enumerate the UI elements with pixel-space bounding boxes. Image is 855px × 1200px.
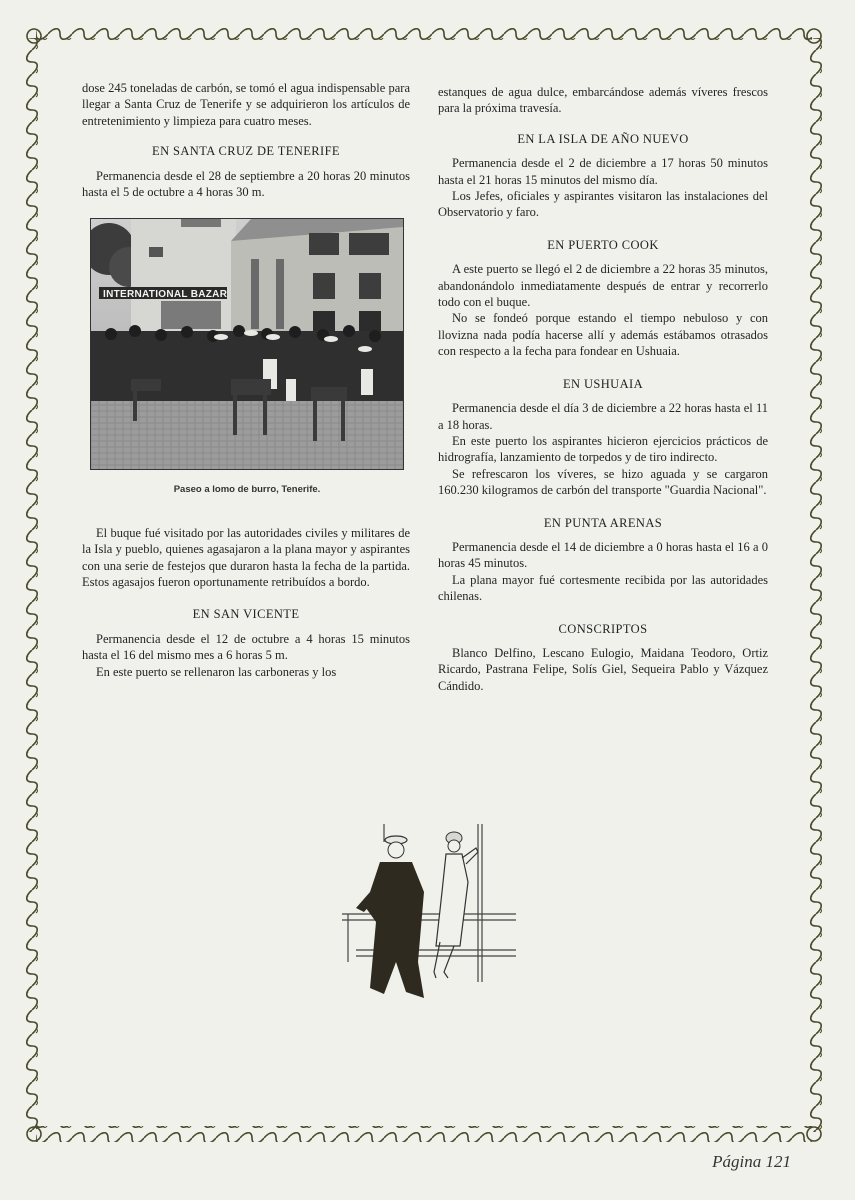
tenerife-paragraph: Permanencia desde el 28 de septiembre a 20 horas 20 minutos hasta el 5 de octubre a 4 horas 30 m. (82, 168, 410, 200)
left-intro-paragraph: dose 245 toneladas de carbón, se tomó el agua indispensable para llegar a Santa Cruz de Tenerife y se adquirieron los artículos de entretenimiento y limpieza para cuatro meses. (82, 81, 410, 128)
ano-nuevo-paragraph-2: Los Jefes, oficiales y aspirantes visitaron las instalaciones del Observatorio y faro. (438, 189, 768, 220)
bazar-sign: INTERNATIONAL BAZAR (103, 289, 228, 301)
sailor-and-lady-illustration (336, 822, 520, 1002)
street-scene-image (91, 219, 403, 469)
san-vicente-paragraph-1: Permanencia desde el 12 de octubre a 4 horas 15 minutos hasta el 16 del mismo mes a 6 horas 5 m. (82, 631, 410, 663)
heading-puerto-cook: EN PUERTO COOK (547, 237, 659, 252)
ushuaia-paragraph-3: Se refrescaron los víveres, se hizo aguada y se cargaron 160.230 kilogramos de carbón del transporte "Guardia Nacional". (438, 466, 768, 498)
puerto-cook-paragraph-2: No se fondeó porque estando el tiempo nebuloso y con llovizna nada podía hacerse allí y además estábamos otrasados con respecto a la fecha para fondear en Ushuaia. (438, 311, 768, 359)
page-number: Página 121 (712, 1152, 791, 1171)
heading-san-vicente: EN SAN VICENTE (192, 607, 300, 622)
puerto-cook-paragraph-1: A este puerto se llegó el 2 de diciembre a 22 horas 35 minutos, abandonándolo inmediatamente después de entrar y recorrerlo todo con el buque. (438, 262, 768, 310)
punta-arenas-paragraph-1: Permanencia desde el 14 de diciembre a 0 horas hasta el 16 a 0 horas 45 minutos. (438, 539, 768, 571)
conscriptos-paragraph: Blanco Delfino, Lescano Eulogio, Maidana Teodoro, Ortiz Ricardo, Pastrana Felipe, Solís Giel, Sequeira Pablo y Vázquez Cándido. (438, 645, 768, 693)
san-vicente-paragraph-2: En este puerto se rellenaron las carboneras y los (96, 664, 337, 679)
couple-at-rail-icon (336, 822, 520, 1002)
tenerife-photo (90, 218, 404, 470)
heading-isla-ano-nuevo: EN LA ISLA DE AÑO NUEVO (517, 131, 689, 146)
heading-conscriptos: CONSCRIPTOS (558, 621, 648, 636)
ushuaia-paragraph-2: En este puerto los aspirantes hicieron ejercicios prácticos de hidrografía, lanzamiento de torpedos y de tiro indirecto. (438, 433, 768, 465)
heading-ushuaia: EN USHUAIA (562, 376, 644, 391)
ushuaia-paragraph-1: Permanencia desde el día 3 de diciembre a 22 horas hasta el 11 a 18 horas. (438, 401, 768, 432)
heading-punta-arenas: EN PUNTA ARENAS (543, 515, 663, 530)
punta-arenas-paragraph-2: La plana mayor fué cortesmente recibida por las autoridades chilenas. (438, 572, 768, 604)
ano-nuevo-paragraph-1: Permanencia desde el 2 de diciembre a 17 horas 50 minutos hasta el 21 horas 15 minutos del mismo día. (438, 156, 768, 187)
left-column (82, 80, 410, 680)
photo-caption: Paseo a lomo de burro, Tenerife. (173, 484, 321, 496)
visit-paragraph: El buque fué visitado por las autoridades civiles y militares de la Isla y pueblo, quienes agasajaron a la plana mayor y aspirantes con una serie de festejos que duraron hasta la fecha de la partida. Estos agasajos fueron oportunamente retribuídos a bordo. (82, 525, 410, 590)
heading-santa-cruz-tenerife: EN SANTA CRUZ DE TENERIFE (152, 144, 340, 159)
photo-figure (90, 218, 404, 498)
right-column (438, 84, 768, 694)
right-intro-paragraph: estanques de agua dulce, embarcándose además víveres frescos para la próxima travesía. (438, 85, 768, 116)
